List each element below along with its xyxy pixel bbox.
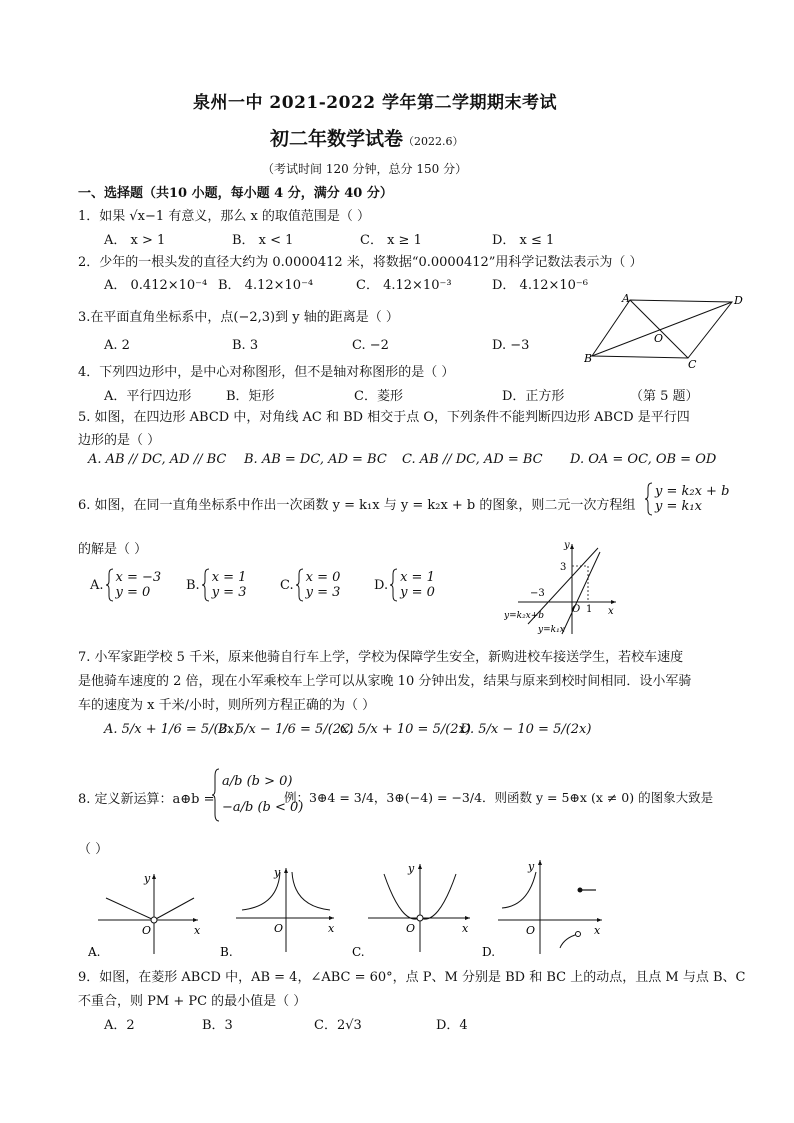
q6-line-label-k1: y=k₁x <box>538 625 565 635</box>
left-brace-icon <box>106 568 114 602</box>
q9-option-b: B．3 <box>202 1018 233 1033</box>
q5-option-b: B. AB = DC, AD = BC <box>244 452 387 467</box>
q4-stem: 4．下列四边形中，是中心对称图形，但不是轴对称图形的是（ ） <box>78 365 455 380</box>
left-brace-icon <box>212 768 220 822</box>
q6-graph-neg3: −3 <box>530 588 545 599</box>
vertex-a-label: A <box>622 292 630 305</box>
figure-caption: （第 5 题） <box>630 389 699 404</box>
q1-option-a: A． x > 1 <box>104 233 166 248</box>
q6-graph-three: 3 <box>560 562 567 573</box>
q8-case-negative: −a/b (b < 0) <box>222 800 304 815</box>
q8-stem-prefix: 8. 定义新运算：a⊕b = <box>78 792 215 807</box>
left-brace-icon <box>645 482 653 516</box>
q7-option-d: D. 5/x − 10 = 5/(2x) <box>460 722 592 737</box>
q2-stem: 2．少年的一根头发的直径大约为 0.0000412 米，将数据“0.0000412”用科学记数法表示为（ ） <box>78 255 643 270</box>
q6-stem-line1: 6. 如图，在同一直角坐标系中作出一次函数 y = k₁x 与 y = k₂x + b 的图象，则二元一次方程组 <box>78 498 636 513</box>
q6-option-c: C. x = 0 y = 3 <box>280 570 341 600</box>
q3-option-b: B. 3 <box>232 338 259 353</box>
q8-option-b-label: B. <box>220 945 233 958</box>
svg-text:O: O <box>274 922 284 935</box>
q5-option-a: A. AB // DC, AD // BC <box>88 452 227 467</box>
q6-option-a: A. x = −3 y = 0 <box>90 570 162 600</box>
q6-graph-x-label: x <box>608 606 614 617</box>
center-o-label: O <box>654 332 664 345</box>
q5-option-c: C. AB // DC, AD = BC <box>402 452 543 467</box>
subject-text: 初二年数学试卷 <box>270 128 404 150</box>
q1-option-d: D． x ≤ 1 <box>492 233 555 248</box>
q6-option-b: B. x = 1 y = 3 <box>186 570 247 600</box>
svg-text:y: y <box>408 862 415 875</box>
q6-line-label-k2: y=k₂x+b <box>504 611 545 621</box>
svg-text:x: x <box>462 922 469 935</box>
q8-graph-c <box>352 860 476 958</box>
q8-stem-suffix: 例：3⊕4 = 3/4，3⊕(−4) = −3/4．则函数 y = 5⊕x (x ≠ 0) 的图象大致是 <box>284 790 714 805</box>
paper-subject <box>270 124 464 151</box>
q7-option-b: B. 5/x − 1/6 = 5/(2x) <box>218 722 354 737</box>
section-heading: 一、选择题（共10 小题，每小题 4 分，满分 40 分） <box>78 186 393 201</box>
q2-option-c: C． 4.12×10⁻³ <box>356 278 452 293</box>
exam-title: 泉州一中 2021-2022 学年第二学期期末考试 <box>193 93 558 113</box>
left-brace-icon <box>202 568 210 602</box>
vertex-c-label: C <box>688 358 697 370</box>
svg-text:x: x <box>328 922 335 935</box>
q7-stem-line3: 车的速度为 x 千米/小时，则所列方程正确的为（ ） <box>78 698 376 713</box>
q7-option-a: A. 5/x + 1/6 = 5/(2x) <box>104 722 240 737</box>
q5-option-d: D. OA = OC, OB = OD <box>570 452 717 467</box>
q4-option-c: C．菱形 <box>354 389 403 404</box>
q8-graph-d <box>482 856 610 958</box>
svg-text:y: y <box>528 860 535 873</box>
q2-option-a: A． 0.412×10⁻⁴ <box>104 278 208 293</box>
q2-option-d: D． 4.12×10⁻⁶ <box>492 278 589 293</box>
q6-system <box>645 482 729 520</box>
q9-stem-line2: 不重合，则 PM + PC 的最小值是（ ） <box>78 994 307 1009</box>
q6-graph-y-label: y <box>564 540 570 551</box>
svg-text:x: x <box>194 924 201 937</box>
q3-option-c: C. −2 <box>352 338 389 353</box>
q2-option-b: B． 4.12×10⁻⁴ <box>218 278 314 293</box>
left-brace-icon <box>390 568 398 602</box>
q8-option-a-label: A. <box>88 945 101 958</box>
q6-system-eq1: y = k₂x + b <box>655 484 730 499</box>
left-brace-icon <box>296 568 304 602</box>
svg-text:x: x <box>594 924 601 937</box>
q6-option-d: D. x = 1 y = 0 <box>374 570 435 600</box>
parallelogram-figure <box>584 292 744 370</box>
q9-stem-line1: 9．如图，在菱形 ABCD 中，AB = 4，∠ABC = 60°，点 P、M 分别是 BD 和 BC 上的动点，且点 M 与点 B、C <box>78 970 746 985</box>
q8-graph-b <box>220 862 340 958</box>
q3-option-d: D. −3 <box>492 338 530 353</box>
q9-option-d: D．4 <box>436 1018 468 1033</box>
q5-stem-line2: 边形的是（ ） <box>78 433 161 448</box>
q6-linear-graph <box>504 540 622 636</box>
q5-stem-line1: 5. 如图，在四边形 ABCD 中，对角线 AC 和 BD 相交于点 O，下列条件不能判断四边形 ABCD 是平行四 <box>78 410 690 425</box>
q7-stem-line1: 7. 小军家距学校 5 千米，原来他骑自行车上学，学校为保障学生安全，新购进校车接送学生，若校车速度 <box>78 650 684 665</box>
q4-option-b: B．矩形 <box>226 389 275 404</box>
q6-graph-origin: O <box>572 604 581 615</box>
q9-option-a: A．2 <box>104 1018 135 1033</box>
paper-date: （2022.6） <box>403 135 464 148</box>
q6-graph-one: 1 <box>586 604 593 615</box>
svg-text:O: O <box>406 922 416 935</box>
q8-paren: （ ） <box>78 842 109 857</box>
q8-option-d-label: D. <box>482 945 496 958</box>
svg-text:O: O <box>142 924 152 937</box>
q7-option-c: C. 5/x + 10 = 5/(2x) <box>340 722 471 737</box>
q8-option-c-label: C. <box>352 945 365 958</box>
q7-stem-line2: 是他骑车速度的 2 倍，现在小军乘校车上学可以从家晚 10 分钟出发，结果与原来到校时间相同．设小军骑 <box>78 674 692 689</box>
q6-stem-line2: 的解是（ ） <box>78 542 148 557</box>
q3-option-a: A. 2 <box>104 338 130 353</box>
q8-case-positive: a/b (b > 0) <box>222 774 293 789</box>
q8-graph-a <box>88 868 208 958</box>
q4-option-d: D．正方形 <box>502 389 565 404</box>
vertex-d-label: D <box>734 294 743 307</box>
svg-text:y: y <box>144 872 151 885</box>
svg-text:O: O <box>526 924 536 937</box>
q9-option-c: C．2√3 <box>314 1018 362 1033</box>
q3-stem: 3.在平面直角坐标系中，点(−2,3)到 y 轴的距离是（ ） <box>78 310 399 325</box>
svg-text:y: y <box>274 866 281 879</box>
exam-info: （考试时间 120 分钟，总分 150 分） <box>262 162 468 176</box>
vertex-b-label: B <box>584 352 593 365</box>
q1-option-c: C． x ≥ 1 <box>360 233 422 248</box>
q1-option-b: B． x < 1 <box>232 233 294 248</box>
q1-stem: 1．如果 √x−1 有意义，那么 x 的取值范围是（ ） <box>78 209 371 224</box>
q4-option-a: A．平行四边形 <box>104 389 192 404</box>
q6-system-eq2: y = k₁x <box>655 499 702 514</box>
